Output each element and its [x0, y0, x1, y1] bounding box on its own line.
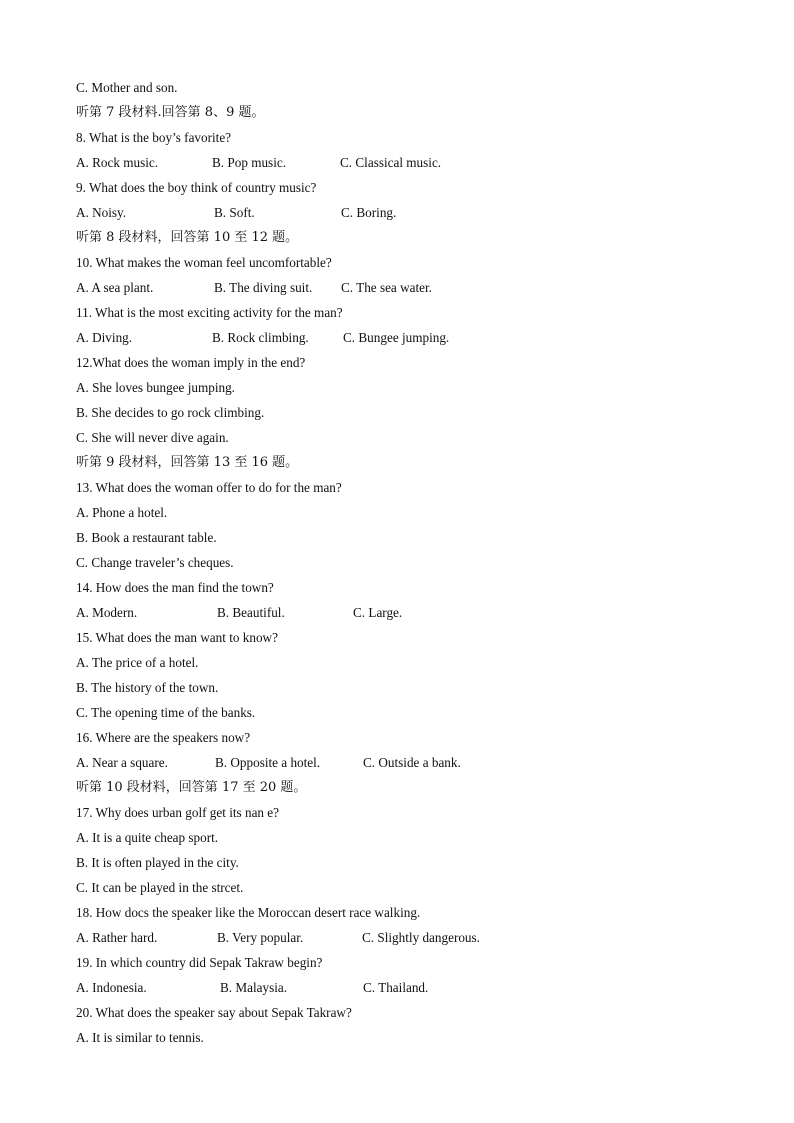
- answer-option: C. Large.: [353, 605, 403, 620]
- answer-option: B. Soft.: [214, 205, 255, 220]
- answer-option: B. Pop music.: [212, 155, 287, 170]
- answer-option: A. Rock music.: [76, 155, 159, 170]
- answer-option: B. Beautiful.: [217, 605, 285, 620]
- answer-option: A. Near a square.: [76, 755, 168, 770]
- question-line: 20. What does the speaker say about Sepak Takraw?: [76, 1005, 352, 1020]
- question-line: 13. What does the woman offer to do for the man?: [76, 480, 342, 495]
- answer-options: [76, 203, 736, 228]
- question-line: 15. What does the man want to know?: [76, 630, 278, 645]
- answer-option: A. Diving.: [76, 330, 133, 345]
- section-heading: 听第 10 段材料，回答第 17 至 20 题。: [76, 780, 307, 795]
- question-line: C. Change traveler’s cheques.: [76, 555, 234, 570]
- answer-option: A. Noisy.: [76, 205, 127, 220]
- question-list: [76, 78, 736, 1053]
- answer-option: C. Thailand.: [363, 980, 429, 995]
- answer-option: C. Slightly dangerous.: [362, 930, 480, 945]
- answer-option: B. The diving suit.: [214, 280, 313, 295]
- question-line: A. Phone a hotel.: [76, 505, 168, 520]
- answer-option: C. Bungee jumping.: [343, 330, 450, 345]
- answer-option: B. Opposite a hotel.: [215, 755, 321, 770]
- question-line: 10. What makes the woman feel uncomfortable?: [76, 255, 332, 270]
- question-line: B. She decides to go rock climbing.: [76, 405, 265, 420]
- answer-options: [76, 278, 736, 303]
- answer-options: [76, 928, 736, 953]
- answer-option: B. Malaysia.: [220, 980, 288, 995]
- answer-options: [76, 153, 736, 178]
- answer-option: C. Boring.: [341, 205, 397, 220]
- question-line: A. She loves bungee jumping.: [76, 380, 235, 395]
- question-line: C. Mother and son.: [76, 80, 178, 95]
- section-heading: 听第 8 段材料，回答第 10 至 12 题。: [76, 230, 299, 245]
- question-line: 16. Where are the speakers now?: [76, 730, 251, 745]
- answer-options: [76, 328, 736, 353]
- question-line: C. She will never dive again.: [76, 430, 229, 445]
- question-line: 19. In which country did Sepak Takraw begin?: [76, 955, 323, 970]
- answer-option: C. The sea water.: [341, 280, 432, 295]
- question-line: A. It is a quite cheap sport.: [76, 830, 219, 845]
- answer-option: A. Rather hard.: [76, 930, 158, 945]
- answer-option: C. Outside a bank.: [363, 755, 461, 770]
- question-line: 12.What does the woman imply in the end?: [76, 355, 306, 370]
- question-line: B. The history of the town.: [76, 680, 219, 695]
- answer-options: [76, 978, 736, 1003]
- answer-option: A. A sea plant.: [76, 280, 154, 295]
- question-line: A. It is similar to tennis.: [76, 1030, 204, 1045]
- question-line: 14. How does the man find the town?: [76, 580, 274, 595]
- question-line: C. The opening time of the banks.: [76, 705, 256, 720]
- question-line: B. It is often played in the city.: [76, 855, 239, 870]
- answer-options: [76, 603, 736, 628]
- answer-option: B. Rock climbing.: [212, 330, 309, 345]
- answer-option: A. Modern.: [76, 605, 138, 620]
- question-line: 8. What is the boy’s favorite?: [76, 130, 232, 145]
- question-line: C. It can be played in the strcet.: [76, 880, 244, 895]
- question-line: 11. What is the most exciting activity for the man?: [76, 305, 343, 320]
- section-heading: 听第 9 段材料，回答第 13 至 16 题。: [76, 455, 299, 470]
- question-line: B. Book a restaurant table.: [76, 530, 217, 545]
- answer-option: A. Indonesia.: [76, 980, 147, 995]
- question-line: A. The price of a hotel.: [76, 655, 199, 670]
- answer-options: [76, 753, 736, 778]
- question-line: 17. Why does urban golf get its nan e?: [76, 805, 280, 820]
- answer-option: C. Classical music.: [340, 155, 442, 170]
- question-line: 18. How docs the speaker like the Moroccan desert race walking.: [76, 905, 421, 920]
- answer-option: B. Very popular.: [217, 930, 304, 945]
- section-heading: 听第 7 段材料.回答第 8、9 题。: [76, 105, 265, 120]
- question-line: 9. What does the boy think of country music?: [76, 180, 317, 195]
